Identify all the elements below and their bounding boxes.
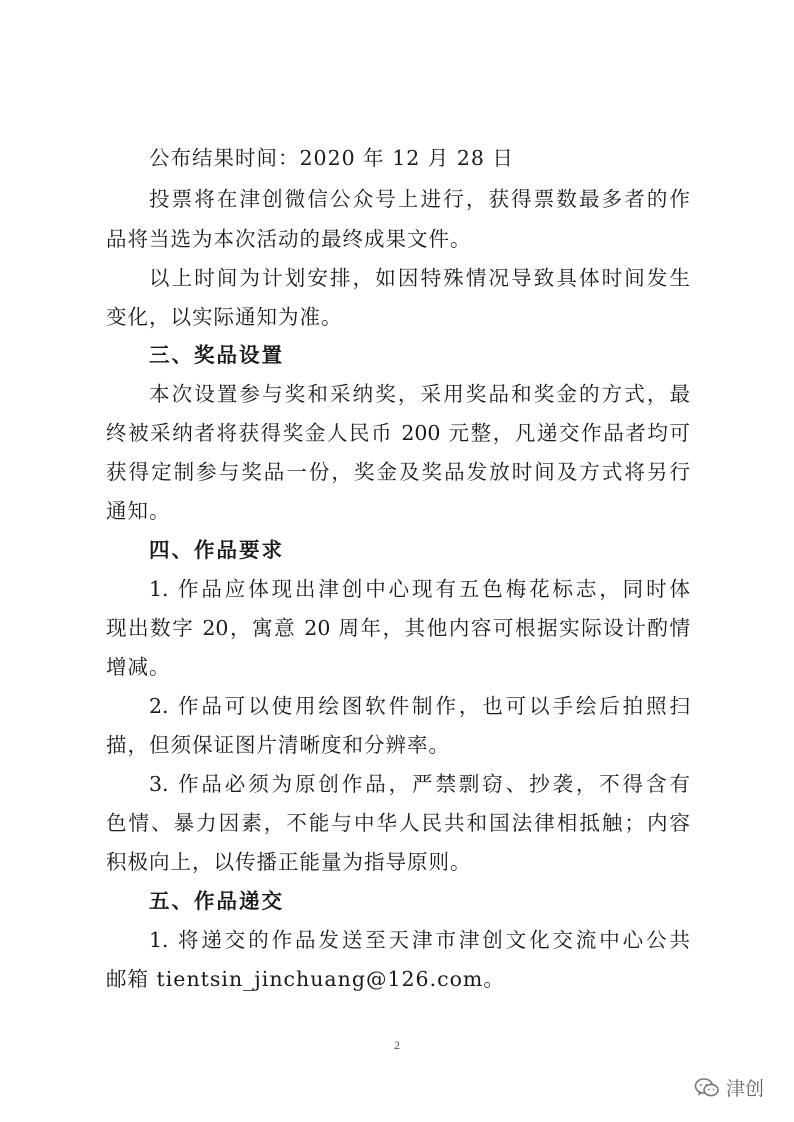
- page-number: 2: [394, 1038, 400, 1052]
- paragraph-line: 1. 将递交的作品发送至天津市津创文化交流中心公共: [149, 928, 690, 952]
- paragraph-line: 投票将在津创微信公众号上进行，获得票数最多者的作: [149, 187, 690, 211]
- watermark-text: 津创: [725, 1078, 764, 1100]
- paragraph-line: 品将当选为本次活动的最终成果文件。: [106, 227, 472, 251]
- paragraph-line: 现出数字 20，寓意 20 周年，其他内容可根据实际设计酌情: [106, 616, 690, 640]
- wechat-icon: [694, 1077, 720, 1099]
- paragraph-line: 本次设置参与奖和采纳奖，采用奖品和奖金的方式，最: [149, 382, 690, 406]
- paragraph-line: 增减。: [106, 655, 171, 679]
- paragraph-line: 3. 作品必须为原创作品，严禁剽窃、抄袭，不得含有: [149, 772, 690, 796]
- paragraph-line: 通知。: [106, 499, 171, 523]
- section-heading-prizes: 三、奖品设置: [149, 343, 284, 367]
- release-time-line: 公布结果时间：2020 年 12 月 28 日: [149, 146, 514, 170]
- paragraph-line: 色情、暴力因素，不能与中华人民共和国法律相抵触；内容: [106, 811, 690, 835]
- email-line: 邮箱 tientsin_jinchuang@126.com。: [106, 967, 505, 991]
- paragraph-line: 1. 作品应体现出津创中心现有五色梅花标志，同时体: [149, 577, 690, 601]
- paragraph-line: 2. 作品可以使用绘图软件制作，也可以手绘后拍照扫: [149, 694, 690, 718]
- section-heading-submission: 五、作品递交: [149, 889, 284, 913]
- account-watermark: [694, 1074, 764, 1101]
- paragraph-line: 积极向上，以传播正能量为指导原则。: [106, 850, 472, 874]
- paragraph-line: 描，但须保证图片清晰度和分辨率。: [106, 733, 450, 757]
- paragraph-line: 以上时间为计划安排，如因特殊情况导致具体时间发生: [149, 266, 690, 290]
- paragraph-line: 获得定制参与奖品一份，奖金及奖品发放时间及方式将另行: [106, 460, 690, 484]
- section-heading-requirements: 四、作品要求: [149, 538, 284, 562]
- paragraph-line: 终被采纳者将获得奖金人民币 200 元整，凡递交作品者均可: [106, 421, 690, 445]
- paragraph-line: 变化，以实际通知为准。: [106, 305, 343, 329]
